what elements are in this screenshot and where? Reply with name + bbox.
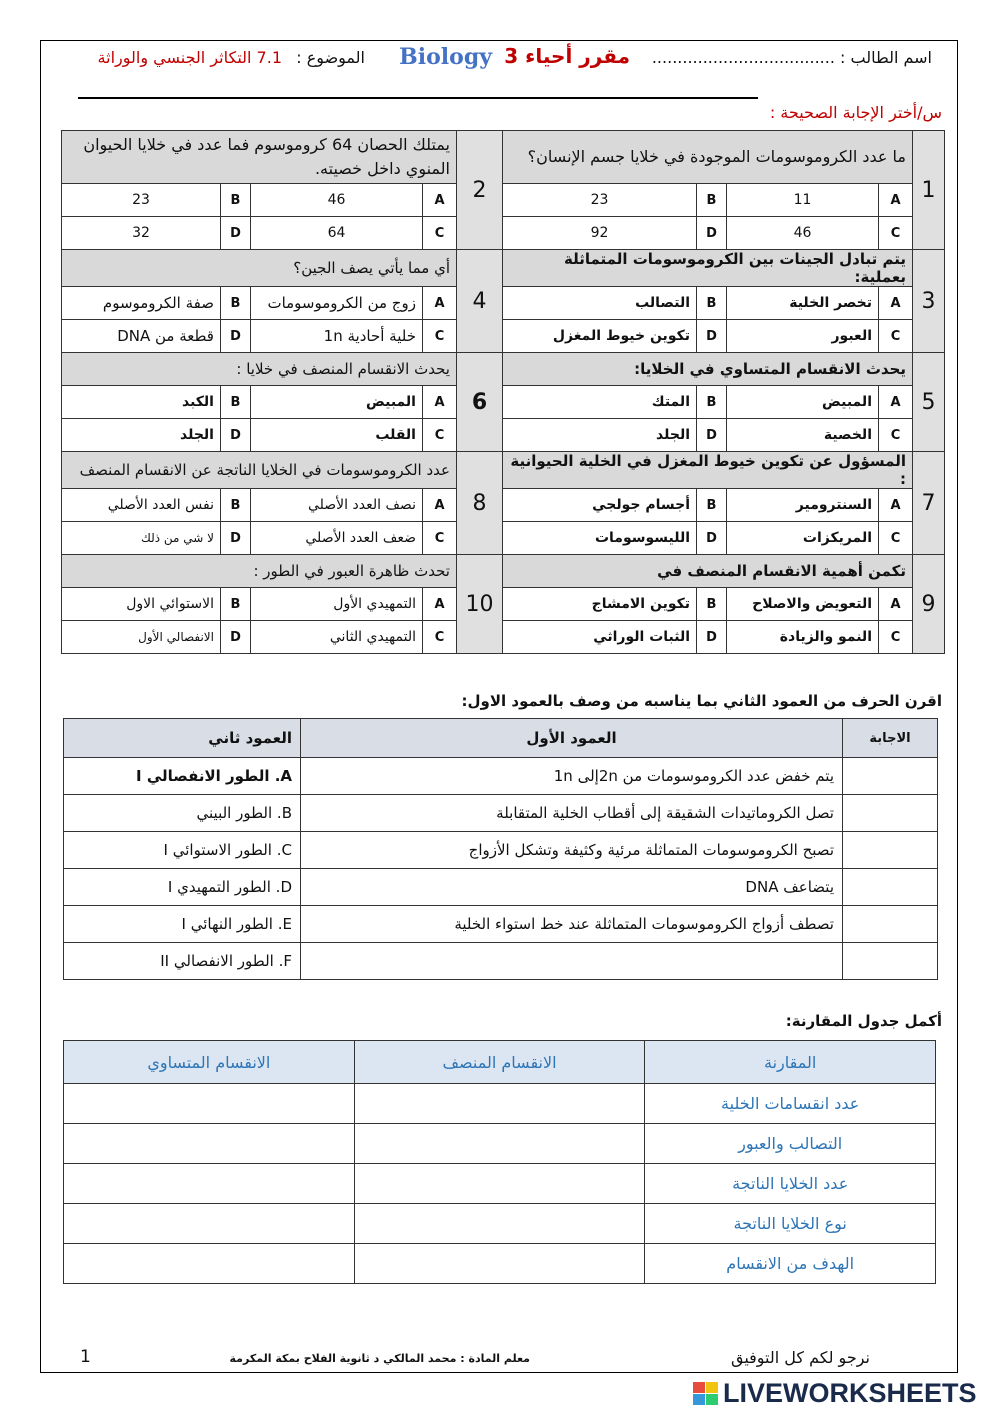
option-c[interactable]: التمهيدي الثاني <box>250 621 422 654</box>
option-letter: C <box>879 217 913 250</box>
option-letter: D <box>220 522 250 555</box>
comparison-criterion: عدد انقسامات الخلية <box>645 1084 936 1124</box>
option-d[interactable]: 92 <box>502 217 696 250</box>
column-one-item: تصل الكروماتيدات الشقيقة إلى أقطاب الخلية المتقابلة <box>301 795 843 832</box>
option-b[interactable]: المتك <box>502 386 696 419</box>
option-letter: D <box>697 621 727 654</box>
answer-input-cell[interactable] <box>843 906 938 943</box>
option-letter: A <box>879 184 913 217</box>
mitosis-answer-cell[interactable] <box>64 1244 355 1284</box>
liveworksheets-brand <box>693 1378 993 1410</box>
option-b[interactable]: تكوين الامشاج <box>502 588 696 621</box>
option-letter: D <box>220 621 250 654</box>
question-number: 10 <box>456 555 502 654</box>
matching-row <box>64 943 938 980</box>
question-text: يحدث الانقسام المنصف في خلايا : <box>62 353 457 386</box>
question-text: ما عدد الكروموسومات الموجودة في خلايا جسم الإنسان؟ <box>502 131 912 184</box>
mcq-instruction: س/أختر الإجابة الصحيحة : <box>769 103 942 122</box>
mcq-table <box>61 130 945 654</box>
comparison-row <box>64 1244 936 1284</box>
option-letter: A <box>422 386 456 419</box>
column-one-item <box>301 943 843 980</box>
meiosis-header: الانقسام المنصف <box>354 1041 645 1084</box>
question-number: 6 <box>456 353 502 452</box>
option-letter: A <box>422 588 456 621</box>
meiosis-answer-cell[interactable] <box>354 1244 645 1284</box>
column-two-header: العمود ثاني <box>64 719 301 758</box>
comparison-criterion: عدد الخلايا الناتجة <box>645 1164 936 1204</box>
question-number: 1 <box>913 131 945 250</box>
student-name-label: اسم الطالب : .................................... <box>651 48 932 67</box>
option-d[interactable]: 32 <box>62 217 221 250</box>
mitosis-answer-cell[interactable] <box>64 1084 355 1124</box>
comparison-criterion: نوع الخلايا الناتجة <box>645 1204 936 1244</box>
liveworksheets-logo-icon <box>693 1382 719 1406</box>
column-two-item: C. الطور الاستوائي I <box>64 832 301 869</box>
footer-wish: نرجو لكم كل التوفيق <box>730 1348 870 1367</box>
option-c[interactable]: ضعف العدد الأصلي <box>250 522 422 555</box>
option-c[interactable]: خلية أحادية 1n <box>250 320 422 353</box>
compare-header: المقارنة <box>645 1041 936 1084</box>
meiosis-answer-cell[interactable] <box>354 1204 645 1244</box>
answer-input-cell[interactable] <box>843 795 938 832</box>
option-a[interactable]: التمهيدي الأول <box>250 588 422 621</box>
option-c[interactable]: 46 <box>727 217 879 250</box>
option-a[interactable]: تخصر الخلية <box>727 287 879 320</box>
column-one-item: تصطف أزواج الكروموسومات المتماثلة عند خط استواء الخلية <box>301 906 843 943</box>
question-text: تكمن أهمية الانقسام المنصف في <box>502 555 912 588</box>
option-b[interactable]: 23 <box>502 184 696 217</box>
column-one-item: تصبح الكروموسومات المتماثلة مرئية وكثيفة وتشكل الأزواج <box>301 832 843 869</box>
option-b[interactable]: التصالب <box>502 287 696 320</box>
question-number: 2 <box>456 131 502 250</box>
option-letter: C <box>879 621 913 654</box>
option-c[interactable]: القلب <box>250 419 422 452</box>
question-number: 7 <box>913 452 945 555</box>
column-two-item: A. الطور الانفصالي I <box>64 758 301 795</box>
meiosis-answer-cell[interactable] <box>354 1084 645 1124</box>
comparison-row <box>64 1124 936 1164</box>
question-number: 5 <box>913 353 945 452</box>
option-letter: B <box>220 287 250 320</box>
option-letter: B <box>697 588 727 621</box>
option-a[interactable]: 11 <box>727 184 879 217</box>
option-letter: D <box>697 217 727 250</box>
answer-input-cell[interactable] <box>843 758 938 795</box>
option-b[interactable]: أجسام جولجي <box>502 489 696 522</box>
page-number: 1 <box>80 1347 91 1367</box>
question-text: يتم تبادل الجينات بين الكروموسومات المتماثلة بعملية: <box>502 250 912 287</box>
meiosis-answer-cell[interactable] <box>354 1124 645 1164</box>
option-d[interactable]: لا شي من ذلك <box>62 522 221 555</box>
question-number: 8 <box>456 452 502 555</box>
mitosis-answer-cell[interactable] <box>64 1164 355 1204</box>
option-letter: B <box>697 184 727 217</box>
column-two-item: E. الطور النهائي I <box>64 906 301 943</box>
option-c[interactable]: المريكزات <box>727 522 879 555</box>
column-one-header: العمود الأول <box>301 719 843 758</box>
option-letter: A <box>422 184 456 217</box>
matching-row <box>64 758 938 795</box>
option-d[interactable]: قطعة من DNA <box>62 320 221 353</box>
matching-row <box>64 869 938 906</box>
question-text: عدد الكروموسومات في الخلايا الناتجة عن الانقسام المنصف <box>62 452 457 489</box>
footer <box>60 1345 940 1371</box>
answer-header: الاجابة <box>843 719 938 758</box>
question-number: 3 <box>913 250 945 353</box>
option-letter: C <box>422 217 456 250</box>
comparison-row <box>64 1084 936 1124</box>
option-letter: B <box>220 489 250 522</box>
option-c[interactable]: الخصية <box>727 419 879 452</box>
option-a[interactable]: السنترومير <box>727 489 879 522</box>
comparison-row <box>64 1204 936 1244</box>
question-text: تحدث ظاهرة العبور في الطور : <box>62 555 457 588</box>
comparison-row <box>64 1164 936 1204</box>
option-letter: A <box>422 489 456 522</box>
option-letter: C <box>879 320 913 353</box>
option-d[interactable]: الانفصالي الأول <box>62 621 221 654</box>
meiosis-answer-cell[interactable] <box>354 1164 645 1204</box>
worksheet-header <box>60 44 940 78</box>
answer-input-cell[interactable] <box>843 943 938 980</box>
brand-text: LIVEWORKSHEETS <box>723 1378 977 1408</box>
matching-title: اقرن الحرف من العمود الثاني بما يناسبه من وصف بالعمود الاول: <box>461 692 942 710</box>
footer-teacher: معلم المادة : محمد المالكي د ثانوية الفلاح بمكة المكرمة <box>229 1352 530 1365</box>
option-d[interactable]: الجلد <box>502 419 696 452</box>
question-text: يمتلك الحصان 64 كروموسوم فما عدد في خلايا الحيوان المنوي داخل خصيته. <box>62 131 457 184</box>
column-two-item: D. الطور التمهيدي I <box>64 869 301 906</box>
topic-label: الموضوع : <box>296 48 365 67</box>
option-d[interactable]: تكوين خيوط المغزل <box>502 320 696 353</box>
topic-title: 7.1 التكاثر الجنسي والوراثة <box>97 48 282 67</box>
option-letter: A <box>422 287 456 320</box>
answer-input-cell[interactable] <box>843 869 938 906</box>
question-text: المسؤول عن تكوين خيوط المغزل في الخلية الحيوانية : <box>502 452 912 489</box>
matching-table <box>63 718 938 980</box>
option-letter: A <box>879 588 913 621</box>
matching-row <box>64 832 938 869</box>
option-a[interactable]: نصف العدد الأصلي <box>250 489 422 522</box>
option-d[interactable]: الثبات الوراثي <box>502 621 696 654</box>
option-a[interactable]: التعويض والاصلاح <box>727 588 879 621</box>
option-letter: D <box>220 320 250 353</box>
option-letter: C <box>422 419 456 452</box>
option-a[interactable]: المبيض <box>727 386 879 419</box>
answer-input-cell[interactable] <box>843 832 938 869</box>
option-b[interactable]: 23 <box>62 184 221 217</box>
option-a[interactable]: زوج من الكروموسومات <box>250 287 422 320</box>
option-a[interactable]: المبيض <box>250 386 422 419</box>
option-letter: C <box>422 522 456 555</box>
option-b[interactable]: نفس العدد الأصلي <box>62 489 221 522</box>
course-title: مقرر أحياء 3 <box>504 44 630 68</box>
comparison-criterion: التصالب والعبور <box>645 1124 936 1164</box>
matching-row <box>64 906 938 943</box>
comparison-criterion: الهدف من الانقسام <box>645 1244 936 1284</box>
option-b[interactable]: الكبد <box>62 386 221 419</box>
comparison-title: أكمل جدول المقارنة: <box>785 1012 942 1030</box>
option-d[interactable]: الليسوسومات <box>502 522 696 555</box>
option-letter: B <box>697 287 727 320</box>
option-letter: C <box>422 320 456 353</box>
column-two-item: F. الطور الانفصالي II <box>64 943 301 980</box>
question-number: 4 <box>456 250 502 353</box>
column-two-item: B. الطور البيني <box>64 795 301 832</box>
option-letter: C <box>879 522 913 555</box>
option-letter: C <box>879 419 913 452</box>
option-b[interactable]: صفة الكروموسوم <box>62 287 221 320</box>
option-letter: B <box>697 489 727 522</box>
option-letter: B <box>697 386 727 419</box>
mitosis-answer-cell[interactable] <box>64 1204 355 1244</box>
mitosis-answer-cell[interactable] <box>64 1124 355 1164</box>
column-one-item: يتم خفض عدد الكروموسومات من 2nإلى 1n <box>301 758 843 795</box>
option-letter: B <box>220 588 250 621</box>
header-divider <box>78 97 758 99</box>
option-b[interactable]: الاستوائي الاول <box>62 588 221 621</box>
option-letter: D <box>697 419 727 452</box>
option-letter: A <box>879 386 913 419</box>
matching-row <box>64 795 938 832</box>
question-text: أي مما يأتي يصف الجين؟ <box>62 250 457 287</box>
option-letter: B <box>220 184 250 217</box>
option-c[interactable]: النمو والزيادة <box>727 621 879 654</box>
question-text: يحدث الانقسام المتساوي في الخلايا: <box>502 353 912 386</box>
mitosis-header: الانقسام المتساوي <box>64 1041 355 1084</box>
option-letter: B <box>220 386 250 419</box>
option-letter: D <box>697 522 727 555</box>
option-letter: D <box>220 217 250 250</box>
option-d[interactable]: الجلد <box>62 419 221 452</box>
option-letter: C <box>422 621 456 654</box>
option-a[interactable]: 46 <box>250 184 422 217</box>
option-letter: A <box>879 287 913 320</box>
question-number: 9 <box>913 555 945 654</box>
option-letter: A <box>879 489 913 522</box>
option-letter: D <box>697 320 727 353</box>
comparison-table <box>63 1040 936 1284</box>
subject-english: Biology <box>399 44 492 70</box>
option-c[interactable]: 64 <box>250 217 422 250</box>
option-c[interactable]: العبور <box>727 320 879 353</box>
column-one-item: يتضاعف DNA <box>301 869 843 906</box>
option-letter: D <box>220 419 250 452</box>
